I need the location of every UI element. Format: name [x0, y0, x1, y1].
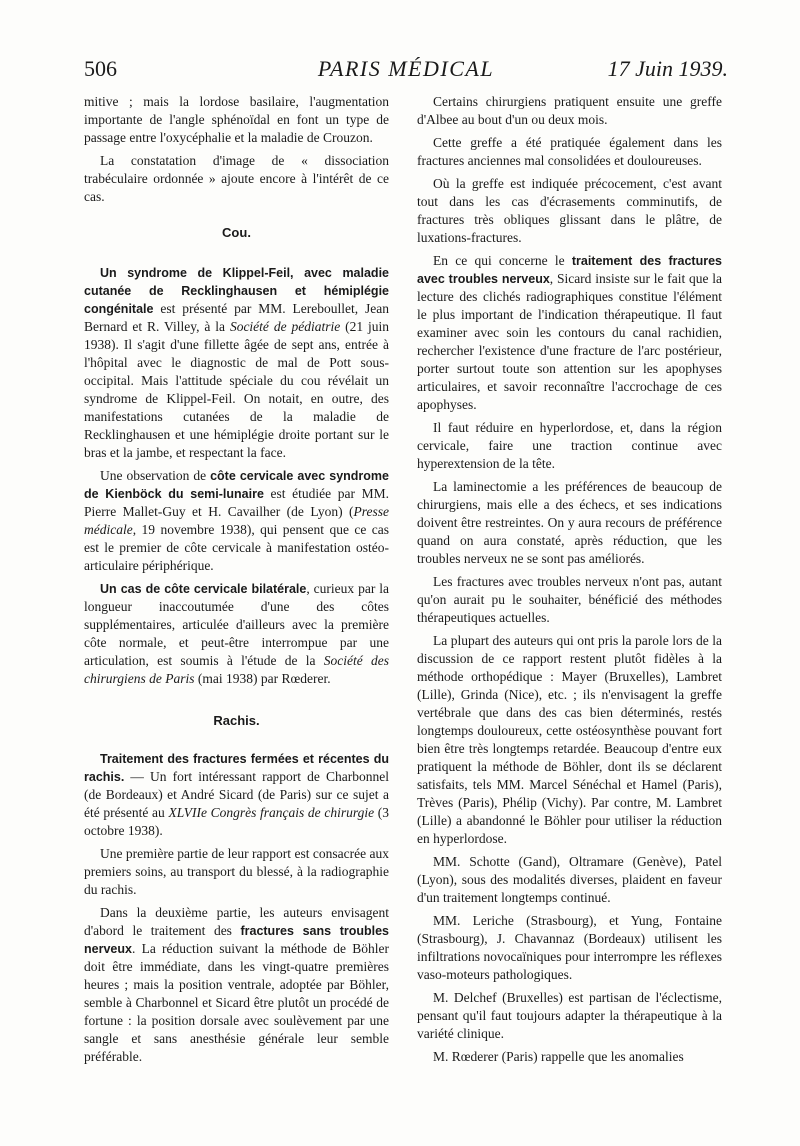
bold-lead: fractures sans troubles nerveux — [84, 924, 389, 956]
paragraph: Cette greffe a été pratiquée également dans les fractures anciennes mal consolidées et douloureuses. — [417, 135, 722, 168]
text-run: . La réduction suivant la méthode de Böhler doit être immédiate, dans les vingt-quatre premières heures ; mais la position ventrale, adoptée par Böhler, semble à Charbonnel et Sicard être plutôt un procédé de fortune : la position dorsale avec soulèvement par une sangle et sans anesthésie générale leur semble préférable. — [84, 941, 389, 1064]
section-heading-rachis: Rachis. — [213, 713, 260, 728]
text-run: Une observation de — [100, 468, 211, 483]
text-run: (mai 1938) par Rœderer. — [194, 671, 331, 686]
paragraph: La constatation d'image de « dissociation trabéculaire ordonnée » ajoute encore à l'intérêt de ce cas. — [84, 153, 389, 204]
issue-date: 17 Juin 1939. — [607, 56, 728, 81]
text-run: (3 octobre 1938). — [84, 805, 390, 838]
paragraph: Une première partie de leur rapport est consacrée aux premiers soins, au transport du blessé, à la radiographie du rachis. — [84, 846, 389, 897]
text-run: , Sicard insiste sur le fait que la lecture des clichés radiographiques constitue l'élément le plus important de l'indication thérapeutique. Il faut examiner avec soin les contours du canal rachidien, rechercher l'existence d'une fracture de l'arc postérieur, porter surtout toute son attention sur les apophyses articulaires, et savoir reconnaître l'accrochage de ces apophyses. — [417, 271, 722, 412]
page-number: 506 — [84, 56, 117, 81]
left-column — [84, 93, 389, 1071]
text-run: est étudiée par MM. Pierre Mallet-Guy et H. Cavailher (de Lyon) ( — [84, 486, 389, 519]
right-column — [417, 93, 722, 1071]
paragraph: M. Delchef (Bruxelles) est partisan de l'éclectisme, pensant qu'il faut toujours adapter la thérapeutique à la variété clinique. — [417, 990, 722, 1041]
bold-lead: Un syndrome de Klippel-Feil, avec maladie cutanée de Recklinghausen et hémiplégie congénitale — [84, 266, 389, 316]
text-run: En ce qui concerne le — [433, 253, 572, 268]
italic-run: Société des chirurgiens de Paris — [84, 653, 389, 686]
paragraph: MM. Leriche (Strasbourg), et Yung, Fontaine (Strasbourg), J. Chavannaz (Bordeaux) utilisent les infiltrations novocaïniques pour interrompre les réflexes vaso-moteurs pathologiques. — [417, 913, 722, 982]
running-header — [84, 56, 728, 88]
paragraph: M. Rœderer (Paris) rappelle que les anomalies — [433, 1049, 684, 1064]
paragraph — [84, 264, 389, 462]
italic-run: XLVIIe Congrès français de chirurgie — [168, 805, 375, 820]
paragraph: La laminectomie a les préférences de beaucoup de chirurgiens, mais elle a des échecs, et ses indications doivent être restreintes. On y aura recours de préférence quand on aura constaté, après réduction, que les troubles nerveux ne se sont pas améliorés. — [417, 479, 722, 566]
section-heading-cou: Cou. — [222, 225, 251, 240]
paragraph: La plupart des auteurs qui ont pris la parole lors de la discussion de ce rapport restent plutôt fidèles à la méthode orthopédique : Mayer (Bruxelles), Lambret (Lille), Grinda (Nice), etc. ; ils n'envisagent la greffe vertébrale que dans des cas bien déterminés, restés longtemps douloureux, cette ostéosynthèse pouvant fort bien être très longtemps retardée. Beaucoup d'entre eux pratiquent la méthode de Böhler, dont ils se déclarent satisfaits, tels MM. Marcel Sénéchal et Hamel (Paris), Trèves (Paris), Phélip (Vichy). Par contre, M. Lambret (Lille) a abandonné le Böhler pour utiliser la réduction en hyperlordose. — [417, 633, 722, 846]
paragraph — [84, 904, 389, 1066]
paragraph — [84, 467, 389, 575]
paragraph — [417, 252, 722, 414]
paragraph: Certains chirurgiens pratiquent ensuite une greffe d'Albee au bout d'un ou deux mois. — [417, 94, 722, 127]
bold-lead: côte cervicale avec syndrome de Kienböck du semi-lunaire — [84, 469, 389, 501]
bold-lead: Traitement des fractures fermées et récentes du rachis. — [84, 752, 389, 784]
paragraph: MM. Schotte (Gand), Oltramare (Genève), Patel (Lyon), sous des modalités diverses, plaident en faveur d'un traitement longtemps continué. — [417, 854, 722, 905]
paragraph — [84, 750, 389, 840]
paragraph: Les fractures avec troubles nerveux n'ont pas, autant qu'on aurait pu le souhaiter, bénéficié des méthodes thérapeutiques actuelles. — [417, 574, 722, 625]
journal-title: PARIS MÉDICAL — [317, 56, 495, 81]
text-run: , 19 novembre 1938), qui pensent que ce cas est le premier de côte cervicale à manifestation ostéo-articulaire périphérique. — [84, 522, 389, 573]
text-run: est présenté par MM. Lereboullet, Jean Bernard et R. Villey, à la — [84, 301, 389, 334]
italic-run: Presse médicale — [84, 504, 389, 537]
text-run: — Un fort intéressant rapport de Charbonnel (de Bordeaux) et André Sicard (de Paris) sur ce sujet a été présenté au — [84, 769, 389, 820]
paragraph — [84, 580, 389, 688]
paragraph: Où la greffe est indiquée précocement, c'est avant tout dans les cas d'écrasements comminutifs, de fractures très obliques glissant dans le plâtre, de luxations-fractures. — [417, 176, 722, 245]
bold-lead: Un cas de côte cervicale bilatérale — [100, 582, 307, 596]
text-run: (21 juin 1938). Il s'agit d'une fillette âgée de sept ans, entrée à l'hôpital avec le diagnostic de mal de Pott sous-occipital. Mais l'attitude spéciale du cou révélait un syndrome de Klippel-Feil. On notait, en outre, des manifestations cutanées de la maladie de Recklinghausen et une hémiplégie droite portant sur le bras et la jambe, et respectant la face. — [84, 319, 390, 460]
bold-lead: traitement des fractures avec troubles nerveux — [417, 254, 722, 286]
text-run: Dans la deuxième partie, les auteurs envisagent d'abord le traitement des — [84, 905, 389, 938]
italic-run: Société de pédiatrie — [229, 319, 341, 334]
text-run: , curieux par la longueur inaccoutumée d'une des côtes supplémentaires, articulée d'ailleurs avec la première côte normale, et peut-être interrompue par une articulation, est soumis à l'étude de la — [84, 581, 389, 668]
paragraph: mitive ; mais la lordose basilaire, l'augmentation importante de l'angle sphénoïdal en font un type de passage entre l'oxycéphalie et la maladie de Crouzon. — [84, 94, 389, 145]
paragraph: Il faut réduire en hyperlordose, et, dans la région cervicale, faire une traction continue avec hyperextension de la tête. — [417, 420, 722, 471]
